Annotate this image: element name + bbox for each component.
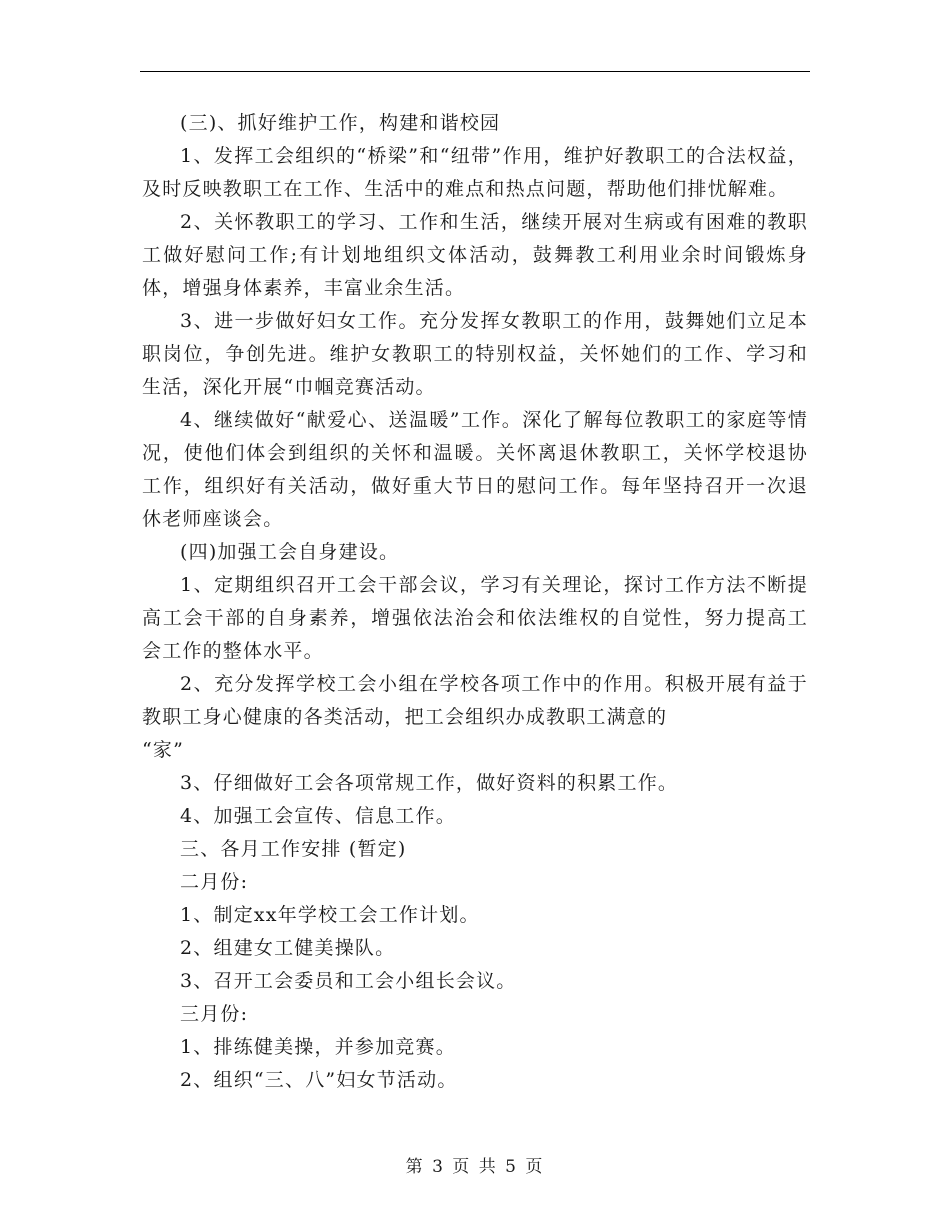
section-heading: 三、各月工作安排 (暂定)	[180, 838, 407, 860]
month-heading: 三月份:	[180, 1003, 249, 1025]
month-heading: 二月份:	[180, 871, 249, 893]
page-footer: 第 3 页 共 5 页	[405, 1157, 545, 1177]
paragraph: 3、仔细做好工会各项常规工作，做好资料的积累工作。	[180, 772, 679, 794]
paragraph: 1、发挥工会组织的“桥梁”和“纽带”作用，维护好教职工的合法权益，及时反映教职工在工作、生活中的难点和热点问题，帮助他们排忧解难。	[142, 145, 808, 200]
paragraph: 4、加强工会宣传、信息工作。	[180, 805, 456, 827]
paragraph: 4、继续做好“献爱心、送温暖”工作。深化了解每位教职工的家庭等情况，使他们体会到组织的关怀和温暖。关怀离退休教职工，关怀学校退协工作，组织好有关活动，做好重大节日的慰问工作。每年坚持召开一次退休老师座谈会。	[142, 409, 808, 530]
list-item: 1、排练健美操，并参加竞赛。	[180, 1036, 456, 1058]
paragraph: 2、关怀教职工的学习、工作和生活，继续开展对生病或有困难的教职工做好慰问工作;有计划地组织文体活动，鼓舞教工利用业余时间锻炼身体，增强身体素养，丰富业余生活。	[142, 211, 808, 299]
section-heading: (三)、抓好维护工作，构建和谐校园	[180, 112, 501, 134]
list-item: 3、召开工会委员和工会小组长会议。	[180, 970, 517, 992]
list-item: 1、制定xx年学校工会工作计划。	[180, 904, 480, 926]
document-body	[142, 107, 808, 1097]
paragraph: 1、定期组织召开工会干部会议，学习有关理论，探讨工作方法不断提高工会干部的自身素养，增强依法治会和依法维权的自觉性，努力提高工会工作的整体水平。	[142, 574, 808, 662]
list-item: 2、组建女工健美操队。	[180, 937, 396, 959]
header-rule	[140, 71, 810, 72]
paragraph: 3、进一步做好妇女工作。充分发挥女教职工的作用，鼓舞她们立足本职岗位，争创先进。维护女教职工的特别权益，关怀她们的工作、学习和生活，深化开展“巾帼竞赛活动。	[142, 310, 808, 398]
section-heading: (四)加强工会自身建设。	[180, 541, 400, 563]
paragraph: 2、充分发挥学校工会小组在学校各项工作中的作用。积极开展有益于教职工身心健康的各类活动，把工会组织办成教职工满意的	[142, 673, 808, 728]
list-item: 2、组织“三、八”妇女节活动。	[180, 1069, 458, 1091]
paragraph-continuation: “家”	[142, 739, 185, 761]
